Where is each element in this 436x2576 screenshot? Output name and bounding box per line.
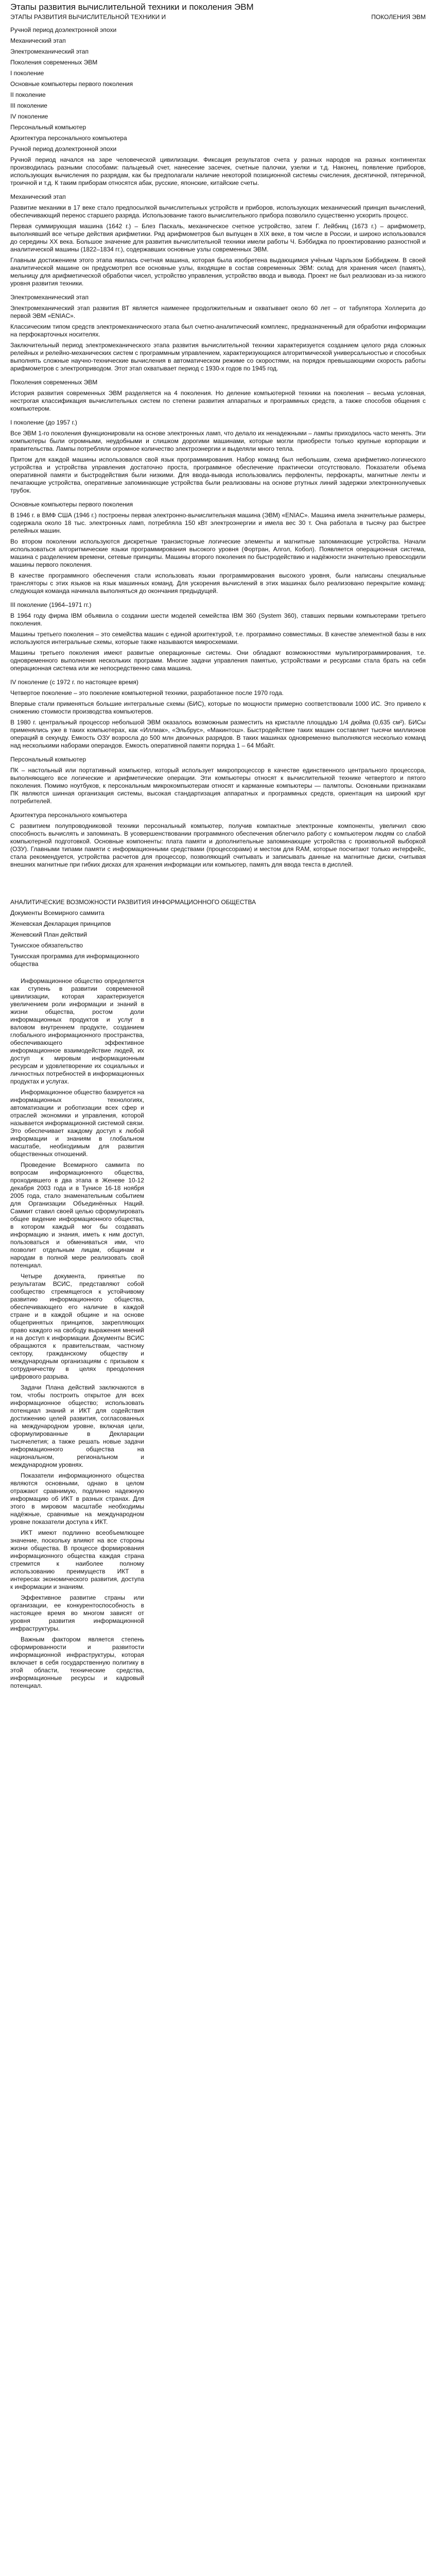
section-heading: IV поколение (с 1972 г. по настоящее время): [10, 679, 138, 686]
paragraph: Важным фактором является степень сформированности и развитости информационной инфраструктуры, которая включает в себя государственную политику в этой области, технические средства, информационные ресурсы и кадровый потенциал.: [10, 1636, 144, 1689]
toc-item[interactable]: II поколение: [10, 91, 46, 98]
paragraph: ИКТ имеют подлинно всеобъемлющее значение, поскольку влияют на все стороны жизни общества. В процессе формирования информационного общества каждая страна стремится к наиболее полному использованию преимуществ ИКТ в интересах экономического развития, доступа к информации и знаниям.: [10, 1529, 144, 1590]
toc-item[interactable]: Архитектура персонального компьютера: [10, 134, 127, 142]
paragraph: Эффективное развитие страны или организации, ее конкурентоспособность в настоящее время во многом зависят от уровня развития информационной инфраструктуры.: [10, 1594, 144, 1632]
paragraph: В 1980 г. центральный процессор небольшой ЭВМ оказалось возможным разместить на кристалле площадью 1/4 дюйма (0,635 см²). БИСы применялись уже в таких компьютерах, как «Иллиак», «Эльбрус», «Макинтош». Быстродействие таких машин составляет тысячи миллионов операций в секунду. Емкость ОЗУ возросла до 500 млн двоичных разрядов. В таких машинах одновременно выполняются несколько команд над несколькими наборами операндов. Емкость оперативной памяти порядка 1 – 64 Мбайт.: [10, 719, 426, 749]
paragraph: С развитием полупроводниковой техники персональный компьютер, получив компактные электронные компоненты, увеличил свою способность вычислять и запоминать. В усовершенствовании программного обеспечения облегчило работу с компьютером людям со слабой компьютерной подготовкой. Основные компоненты: плата памяти и дополнительные запоминающие устройства с произвольной выборкой (ОЗУ). Главными типами памяти с информационными средствами (процессорами) и местом для RAM, которые посчитают только интерфейс, стала рекомендуется, устройства расчетов для процессор, позволяющий считывать и записывать данные на магнитные диски, считывая внешних магнитные при гибких дисках для хранения информации или компьютер, память для ввода текста в дисплей.: [10, 822, 426, 868]
paragraph: Главным достижением этого этапа явилась счетная машина, которая была изобретена выдающимся учёным Чарльзом Бэббиджем. В своей аналитической машине он предусмотрел все основные узлы, входящие в состав современных ЭВМ: склад для хранения чисел (память), мельницу для арифметической обработки чисел, устройство управления, устройство ввода и вывода. Проект не был реализован из-за низкого уровня развития техники.: [10, 257, 426, 287]
paragraph: Четыре документа, принятые по результатам ВСИС, представляют собой сообщество стремящегося к устойчивому развитию информационного общества, обеспечивающего его наличие в каждой стране и в каждой общине и на основе общепринятых принципов, закрепляющих право каждого на свободу выражения мнений и на доступ к информации. Документы ВСИС обращаются к правительствам, частному сектору, гражданскому обществу и международным организациям с призывом к сотрудничеству в целях преодоления цифрового разрыва.: [10, 1273, 144, 1380]
subtitle-left: ЭТАПЫ РАЗВИТИЯ ВЫЧИСЛИТЕЛЬНОЙ ТЕХНИКИ И: [10, 13, 166, 21]
section-heading: I поколение (до 1957 г.): [10, 419, 77, 426]
paragraph: Машины третьего поколения – это семейства машин с единой архитектурой, т.е. программно совместимых. В качестве элементной базы в них используются интегральные схемы, которые также называются микросхемами.: [10, 631, 426, 646]
section-heading: Электромеханический этап: [10, 294, 89, 301]
paragraph: Во втором поколении используются дискретные транзисторные логические элементы и магнитные запоминающие устройства. Начали использоваться алгоритмические языки программирования высокого уровня (Фортран, Алгол, Кобол). Появляется операционная система, машина с разделением времени, сетевые принципы. Машины второго поколения по быстродействию и надёжности значительно превосходили машины первого поколения.: [10, 538, 426, 568]
paragraph: Все ЭВМ 1-го поколения функционировали на основе электронных ламп, что делало их ненадежными – лампы приходилось часто менять. Эти компьютеры были огромными, неудобными и слишком дорогими машинами, которые могли приобрести только крупные корпорации и правительства. Лампы потребляли огромное количество электроэнергии и выделяли много тепла.: [10, 430, 426, 452]
paragraph: История развития современных ЭВМ разделяется на 4 поколения. Но деление компьютерной техники на поколения – весьма условная, нестрогая классификация вычислительных систем по степени развития аппаратных и программных средств, а также способов общения с компьютером.: [10, 389, 426, 412]
list-item[interactable]: Тунисская программа для информационного общества: [10, 953, 139, 968]
paragraph: Задачи Плана действий заключаются в том, чтобы построить открытое для всех информационное общество; использовать потенциал знаний и ИКТ для содействия достижению целей развития, согласованных на международном уровне, включая цели, сформулированные в Декларации тысячелетия; а также решать новые задачи информационного общества на национальном, региональном и международном уровнях.: [10, 1384, 144, 1468]
section-heading: Архитектура персонального компьютера: [10, 811, 127, 819]
toc-item[interactable]: Основные компьютеры первого поколения: [10, 80, 133, 88]
table-of-contents: [10, 26, 426, 156]
toc-item[interactable]: IV поколение: [10, 113, 48, 120]
section-heading: Основные компьютеры первого поколения: [10, 501, 133, 508]
paragraph: Развитие механики в 17 веке стало предпосылкой вычислительных устройств и приборов, использующих механический принцип вычислений, обеспечивающий перенос старшего разряда. Использование такого вычислительного прибора позволило существенно ускорить процесс.: [10, 204, 426, 219]
toc-item[interactable]: Персональный компьютер: [10, 124, 86, 131]
paragraph: Электромеханический этап развития ВТ является наименее продолжительным и охватывает около 60 лет – от табулятора Холлерита до первой ЭВМ «ENIAC».: [10, 304, 426, 319]
paragraph: Четвертое поколение – это поколение компьютерной техники, разработанное после 1970 года.: [10, 689, 284, 697]
section-2-body: [10, 977, 144, 1690]
toc-item[interactable]: Поколения современных ЭВМ: [10, 59, 98, 66]
paragraph: Информационное общество базируется на информационных технологиях, автоматизации и роботизации всех сфер и отраслей экономики и управления, которой называется информационной системой связи. Это обеспечивает каждому доступ к любой информации и знаниям в глобальном масштабе, необходимым для развития общественных отношений.: [10, 1089, 144, 1158]
section-2-heading: АНАЛИТИЧЕСКИЕ ВОЗМОЖНОСТИ РАЗВИТИЯ ИНФОРМАЦИОННОГО ОБЩЕСТВА: [10, 899, 256, 906]
paragraph: Показатели информационного общества являются основными, однако в целом отражают сравнимую, подлинно надежную информацию об ИКТ в разных странах. Для этого в мировом масштабе необходимы надёжные, сравнимые на международном уровне показатели доступа к ИКТ.: [10, 1472, 144, 1526]
toc-item[interactable]: Механический этап: [10, 37, 66, 44]
paragraph: Машины третьего поколения имеют развитые операционные системы. Они обладают возможностями мультипрограммирования, т.е. одновременного выполнения нескольких программ. Многие задачи управления памятью, устройствами и ресурсами стала брать на себя операционная система или же непосредственно сама машина.: [10, 649, 426, 672]
paragraph: В качестве программного обеспечения стали использовать языки программирования высокого уровня, были написаны специальные трансляторы с этих языков на язык машинных команд. Для ускорения вычислений в этих машинах было реализовано перекрытие команд: следующая команда начинала выполняться до окончания предыдущей.: [10, 572, 426, 595]
paragraph: Первая суммирующая машина (1642 г.) – Блез Паскаль, механическое счетное устройство, затем Г. Лейбниц (1673 г.) – арифмометр, выполнявший все четыре действия арифметики. Ряд арифмометров был выпущен в XIX веке, в том числе в России, и широко использовался до середины XX века. Большое значение для развития вычислительной техники имели работы Ч. Бэббиджа по проектированию разностной и аналитической машины (1822–1834 гг.), содержавших основные узлы современных ЭВМ.: [10, 223, 426, 253]
toc-item[interactable]: I поколение: [10, 70, 44, 77]
paragraph: Заключительный период электромеханического этапа развития вычислительной техники характеризуется созданием целого ряда сложных релейных и релейно-механических систем с программным управлением, характеризующихся алгоритмической универсальностью и способных выполнять сложные научно-технические вычисления в автоматическом режиме со скоростями, на порядок превышающими скорость работы арифмометров с электроприводом. Этот этап охватывает период с 1930-х годов по 1945 год.: [10, 342, 426, 372]
toc-item[interactable]: Ручной период доэлектронной эпохи: [10, 26, 117, 33]
paragraph: В 1964 году фирма IBM объявила о создании шести моделей семейства IBM 360 (System 360), ставших первыми компьютерами третьего поколения.: [10, 612, 426, 627]
list-item[interactable]: Женевская Декларация принципов: [10, 920, 111, 927]
paragraph: ПК – настольный или портативный компьютер, который использует микропроцессор в качестве единственного центрального процессора, выполняющего все логические и арифметические операции. Эти компьютеры относят к вычислительной технике четвертого и пятого поколения. Помимо ноутбуков, к персональным микрокомпьютерам относят и карманные компьютеры — палмтопы. Основными признаками ПК являются шинная организация системы, высокая стандартизация аппаратных и программных средств, ориентация на широкий круг потребителей.: [10, 767, 426, 805]
list-item[interactable]: Тунисское обязательство: [10, 942, 83, 949]
list-item[interactable]: Документы Всемирного саммита: [10, 909, 104, 917]
page-title: Этапы развития вычислительной техники и поколения ЭВМ: [10, 2, 254, 12]
list-item[interactable]: Женевский План действий: [10, 931, 88, 938]
paragraph: Впервые стали применяться большие интегральные схемы (БИС), которые по мощности примерно соответствовали 1000 ИС. Это привело к снижению стоимости производства компьютеров.: [10, 700, 426, 715]
paragraph: Классическим типом средств электромеханического этапа был счетно-аналитический комплекс, предназначенный для обработки информации на перфокарточных носителях.: [10, 323, 426, 338]
document-page: [5, 0, 431, 1695]
section-heading: Механический этап: [10, 193, 66, 200]
toc-item[interactable]: III поколение: [10, 102, 47, 109]
paragraph: Притом для каждой машины использовался свой язык программирования. Набор команд был небольшим, схема арифметико-логического устройства и устройства управления достаточно проста, программное обеспечение практически отсутствовало. Показатели объема оперативной памяти и быстродействия были низкими. Для ввода-вывода использовались перфоленты, перфокарты, магнитные ленты и печатающие устройства, оперативные запоминающие устройства были реализованы на основе ртутных линий задержки электроннолучевых трубок.: [10, 456, 426, 494]
page-subtitle: [10, 13, 426, 21]
paragraph: Проведение Всемирного саммита по вопросам информационного общества, проходившего в два этапа в Женеве 10-12 декабря 2003 года и в Тунисе 16-18 ноября 2005 года, стало знаменательным событием для Организации Объединённых Наций. Саммит ставил своей целью сформулировать общее видение информационного общества, в котором каждый мог бы создавать информацию и знания, иметь к ним доступ, пользоваться и обмениваться ими, что позволит отдельным лицам, общинам и народам в полной мере реализовать свой потенциал.: [10, 1161, 144, 1269]
paragraph: В 1946 г. в ВМФ США (1946 г.) построены первая электронно-вычислительная машина (ЭВМ) «ENIAC». Машина имела значительные размеры, содержала около 18 тыс. электронных ламп, потребляла 150 кВт электроэнергии и имела вес 30 т. Она работала в тысячу раз быстрее релейных машин.: [10, 512, 426, 534]
section-heading: III поколение (1964–1971 гг.): [10, 601, 92, 608]
section-heading: Персональный компьютер: [10, 756, 86, 763]
section-heading: Поколения современных ЭВМ: [10, 379, 98, 386]
paragraph: Информационное общество определяется как ступень в развитии современной цивилизации, которая характеризуется увеличением роли информации и знаний в жизни общества, ростом доли информационных продуктов и услуг в валовом внутреннем продукте, созданием глобального информационного пространства, обеспечивающего эффективное информационное взаимодействие людей, их доступ к мировым информационным ресурсам и удовлетворение их социальных и личностных потребностей в информационных продуктах и услугах.: [10, 977, 144, 1085]
subtitle-right: ПОКОЛЕНИЯ ЭВМ: [371, 13, 426, 21]
toc-item[interactable]: Ручной период доэлектронной эпохи: [10, 145, 117, 152]
toc-item[interactable]: Электромеханический этап: [10, 48, 89, 55]
section-2-list: [10, 909, 426, 968]
paragraph: Ручной период начался на заре человеческой цивилизации. Фиксация результатов счета у разных народов на разных континентах производилась разными способами: пальцевый счет, нанесение засечек, счетные палочки, узелки и т.д. Наконец, появление приборов, использующих вычисления по разрядам, как бы предполагали наличие некоторой позиционной системы счисления, десятичной, пятеричной, троичной и т.д. К таким приборам относятся абак, русские, японские, китайские счеты.: [10, 156, 426, 187]
